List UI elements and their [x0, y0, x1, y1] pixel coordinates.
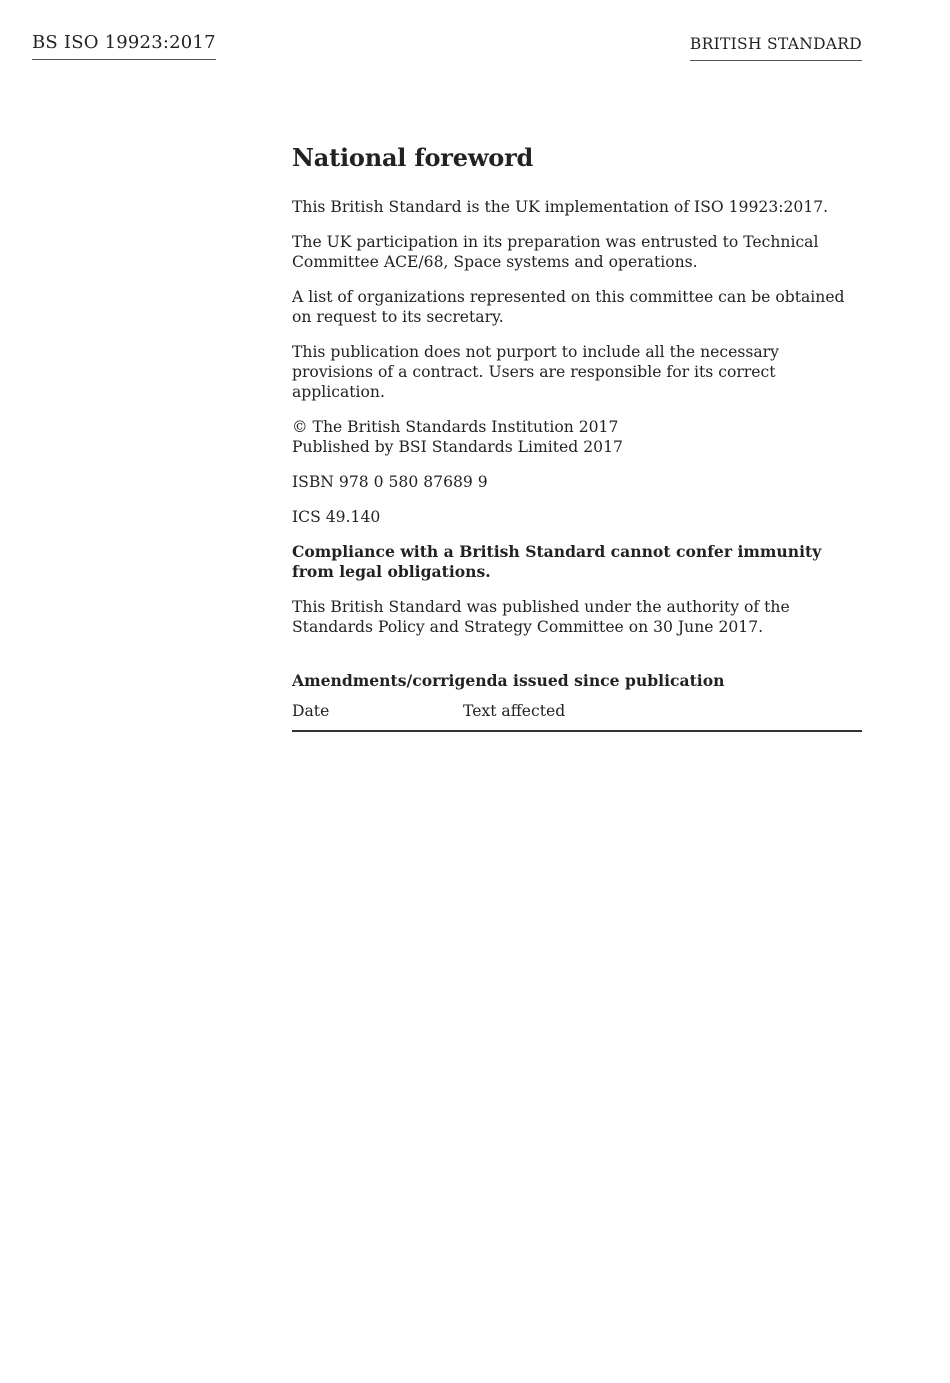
amendments-table: [292, 701, 862, 732]
compliance-statement: Compliance with a British Standard cannot confer immunity from legal obligations.: [292, 542, 822, 581]
authority-paragraph: This British Standard was published under the authority of the Standards Policy and Strategy Committee on 30 June 2017.: [292, 598, 790, 636]
amendments-column-date: Date: [292, 702, 330, 720]
document-id: BS ISO 19923:2017: [32, 32, 216, 60]
committee-paragraph: The UK participation in its preparation was entrusted to Technical Committee ACE/68, Space systems and operations.: [292, 233, 819, 271]
provisions-paragraph: This publication does not purport to include all the necessary provisions of a contract. Users are responsible for its correct application.: [292, 343, 779, 401]
organizations-paragraph: A list of organizations represented on this committee can be obtained on request to its secretary.: [292, 288, 845, 326]
copyright-line: © The British Standards Institution 2017: [292, 418, 619, 436]
page-title: National foreword: [292, 143, 534, 172]
isbn: ISBN 978 0 580 87689 9: [292, 473, 488, 491]
copyright-block: [292, 417, 862, 457]
standard-label: BRITISH STANDARD: [690, 33, 862, 61]
ics-code: ICS 49.140: [292, 508, 381, 526]
publisher-line: Published by BSI Standards Limited 2017: [292, 438, 623, 456]
national-foreword: [292, 142, 862, 732]
implementation-paragraph: This British Standard is the UK implementation of ISO 19923:2017.: [292, 198, 829, 216]
amendments-column-text-affected: Text affected: [463, 702, 566, 720]
amendments-heading: Amendments/corrigenda issued since publication: [292, 671, 725, 690]
